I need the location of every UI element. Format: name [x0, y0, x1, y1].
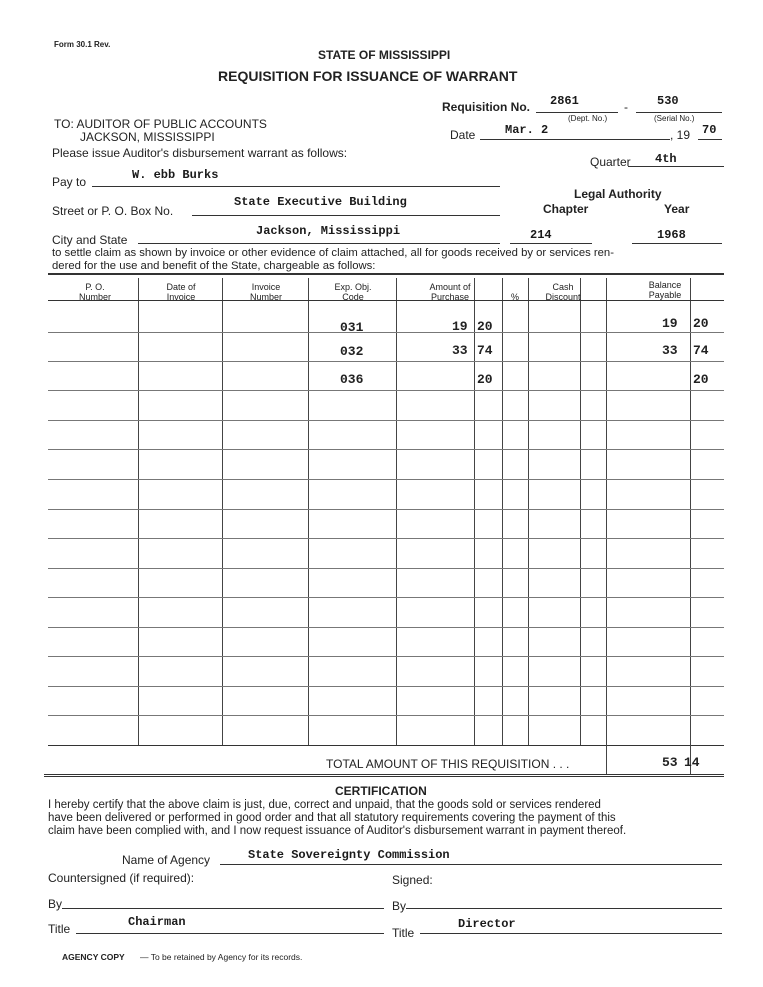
- table-row-line: [48, 479, 724, 480]
- please-issue-text: Please issue Auditor's disbursement warrant as follows:: [52, 146, 348, 160]
- chapter-label: Chapter: [543, 202, 589, 216]
- title-line-left: [76, 933, 384, 934]
- table-row-line: [48, 332, 724, 333]
- legal-authority-label: Legal Authority: [574, 187, 662, 201]
- col-divider: [138, 278, 139, 745]
- to-line1: TO: AUDITOR OF PUBLIC ACCOUNTS: [54, 117, 267, 131]
- by-line-right: [406, 908, 722, 909]
- row1-bal-dollars: 19: [662, 316, 678, 331]
- law-year-line: [632, 243, 722, 244]
- date-label: Date: [450, 128, 476, 142]
- col-header-amount: Amount of Purchase: [429, 282, 471, 302]
- total-rule: [44, 774, 724, 777]
- row3-code: 036: [340, 372, 364, 387]
- header-divider: [48, 300, 724, 301]
- serial-no-line: [636, 112, 722, 113]
- certification-title: CERTIFICATION: [335, 784, 427, 798]
- left-title-value: Chairman: [128, 915, 186, 929]
- col-header-pct: %: [510, 292, 519, 302]
- col-divider: [580, 278, 581, 745]
- chapter-line: [510, 243, 592, 244]
- dept-no-caption: (Dept. No.): [568, 114, 608, 123]
- total-label: TOTAL AMOUNT OF THIS REQUISITION . . .: [326, 757, 570, 771]
- row3-amt-cents: 20: [477, 372, 493, 387]
- signed-label: Signed:: [392, 873, 433, 887]
- year-line: [698, 139, 722, 140]
- requisition-label: Requisition No.: [442, 100, 530, 114]
- serial-no-value: 530: [657, 94, 679, 108]
- year-prefix: , 19: [670, 128, 691, 142]
- quarter-value: 4th: [655, 152, 677, 166]
- countersigned-label: Countersigned (if required):: [48, 871, 195, 885]
- row1-amt-cents: 20: [477, 319, 493, 334]
- year-label: Year: [664, 202, 690, 216]
- row1-amt-dollars: 19: [452, 319, 468, 334]
- col-divider: [690, 278, 691, 745]
- table-row-line: [48, 538, 724, 539]
- pay-to-label: Pay to: [52, 175, 87, 189]
- to-line2: JACKSON, MISSISSIPPI: [80, 130, 215, 144]
- agency-value: State Sovereignty Commission: [248, 848, 450, 862]
- dept-no-line: [536, 112, 618, 113]
- quarter-label: Quarter: [590, 155, 631, 169]
- row1-bal-cents: 20: [693, 316, 709, 331]
- col-header-invoice: Invoice Number: [249, 282, 282, 302]
- col-divider: [502, 278, 503, 745]
- agency-line: [220, 864, 722, 865]
- form-id: Form 30.1 Rev.: [54, 40, 111, 49]
- table-row-line: [48, 420, 724, 421]
- law-year-value: 1968: [657, 228, 686, 242]
- col-divider: [396, 278, 397, 745]
- total-cents: 14: [684, 755, 700, 770]
- chapter-value: 214: [530, 228, 552, 242]
- table-row-line: [48, 449, 724, 450]
- cert-line1: I hereby certify that the above claim is just, due, correct and unpaid, that the goods sold or services rendered: [48, 799, 601, 811]
- street-line: [192, 215, 500, 216]
- row2-amt-cents: 74: [477, 343, 493, 358]
- row2-code: 032: [340, 344, 364, 359]
- agency-copy-label: AGENCY COPY: [62, 952, 125, 962]
- col-divider: [308, 278, 309, 745]
- city-label: City and State: [52, 233, 128, 247]
- table-row-line: [48, 715, 724, 716]
- quarter-line: [628, 166, 724, 167]
- serial-no-caption: (Serial No.): [654, 114, 695, 123]
- row1-code: 031: [340, 320, 364, 335]
- dash: -: [624, 100, 628, 114]
- date-value: Mar. 2: [505, 123, 549, 137]
- street-value: State Executive Building: [234, 195, 407, 209]
- by-line-left: [62, 908, 384, 909]
- title-label-right: Title: [392, 926, 415, 940]
- table-top-border: [48, 273, 724, 275]
- city-value: Jackson, Mississippi: [256, 224, 401, 238]
- by-label-right: By: [392, 899, 407, 913]
- row2-bal-dollars: 33: [662, 343, 678, 358]
- col-divider: [222, 278, 223, 745]
- city-line: [138, 243, 500, 244]
- row2-bal-cents: 74: [693, 343, 709, 358]
- title-line-right: [420, 933, 722, 934]
- state-title: STATE OF MISSISSIPPI: [318, 48, 451, 62]
- col-header-balance: Balance Payable: [648, 280, 682, 300]
- col-divider: [606, 278, 607, 745]
- col-header-cash: Cash Discount: [545, 282, 581, 302]
- table-row-line: [48, 597, 724, 598]
- table-row-line: [48, 627, 724, 628]
- col-divider: [528, 278, 529, 745]
- cert-line2: have been delivered or performed in good order and that all statutory requirements covering the payment of this: [48, 812, 616, 824]
- dept-no-value: 2861: [550, 94, 579, 108]
- table-row-line: [48, 568, 724, 569]
- row3-bal-cents: 20: [693, 372, 709, 387]
- table-row-line: [48, 686, 724, 687]
- col-divider: [474, 278, 475, 745]
- agency-copy-note: — To be retained by Agency for its records.: [140, 952, 303, 962]
- settle-line2: dered for the use and benefit of the State, chargeable as follows:: [52, 260, 376, 272]
- table-row-line: [48, 390, 724, 391]
- cert-line3: claim have been complied with, and I now request issuance of Auditor's disbursement warrant in payment thereof.: [48, 825, 627, 837]
- agency-label: Name of Agency: [122, 853, 211, 867]
- pay-to-value: W. ebb Burks: [132, 168, 219, 182]
- table-row-line: [48, 509, 724, 510]
- table-bottom-line: [48, 745, 724, 746]
- year-value: 70: [702, 123, 717, 137]
- total-dollars: 53: [662, 755, 678, 770]
- by-label-left: By: [48, 897, 63, 911]
- total-divider: [606, 745, 607, 775]
- table-row-line: [48, 656, 724, 657]
- col-header-date: Date of Invoice: [166, 282, 196, 302]
- title-label-left: Title: [48, 922, 71, 936]
- table-row-line: [48, 361, 724, 362]
- main-title: REQUISITION FOR ISSUANCE OF WARRANT: [218, 68, 518, 84]
- col-header-po: P. O. Number: [78, 282, 111, 302]
- col-header-exp: Exp. Obj. Code: [334, 282, 372, 302]
- street-label: Street or P. O. Box No.: [52, 204, 174, 218]
- date-line: [480, 139, 670, 140]
- pay-to-line: [92, 186, 500, 187]
- settle-line1: to settle claim as shown by invoice or other evidence of claim attached, all for goods received by or services ren-: [52, 247, 614, 259]
- right-title-value: Director: [458, 917, 516, 931]
- row2-amt-dollars: 33: [452, 343, 468, 358]
